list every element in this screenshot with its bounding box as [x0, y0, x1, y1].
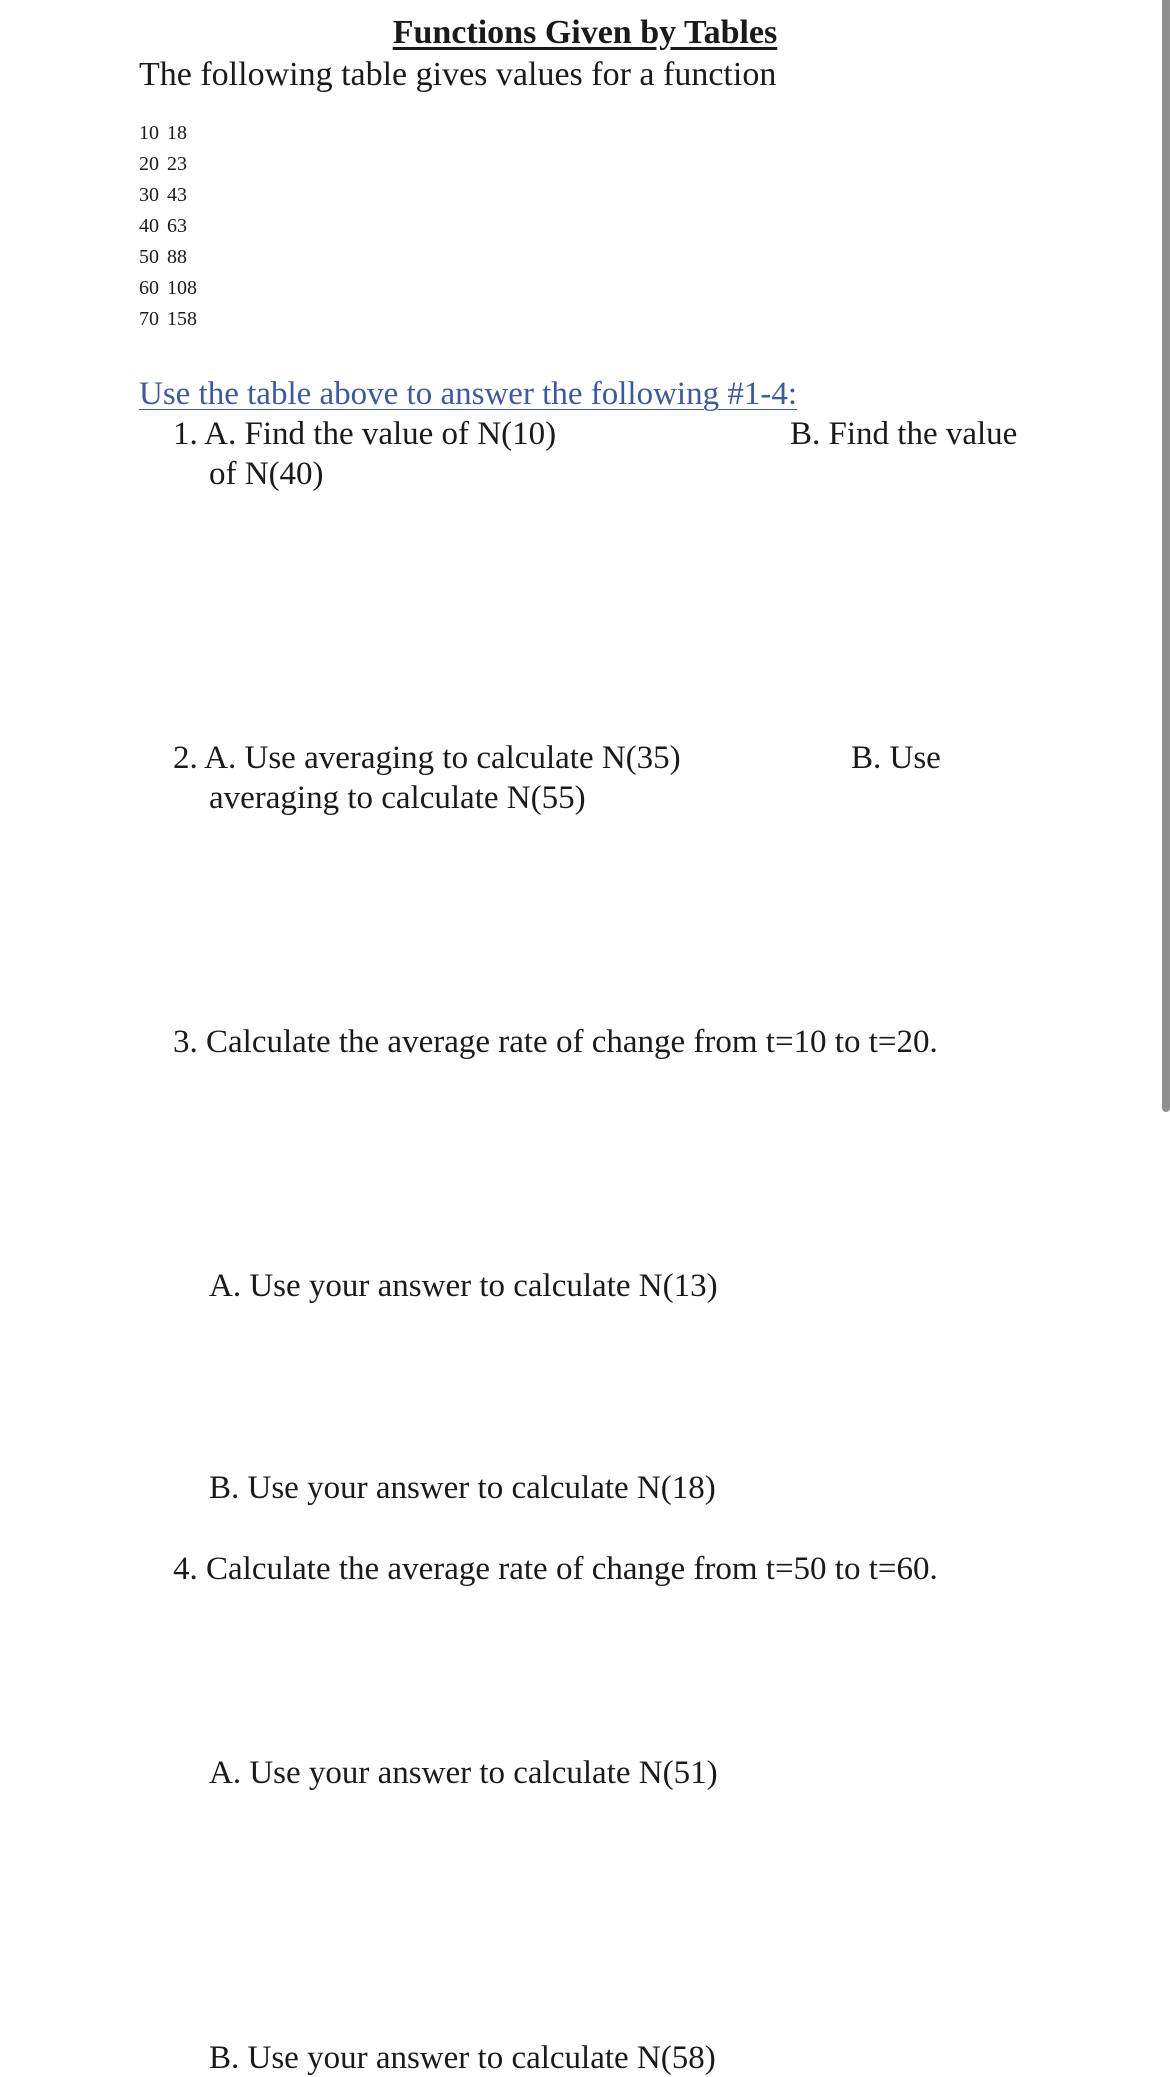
table-cell-n: 108 — [167, 277, 197, 299]
table-cell-t: 20 — [139, 153, 159, 175]
table-row — [139, 149, 197, 180]
table-row — [139, 180, 197, 211]
question-4a: A. Use your answer to calculate N(51) — [209, 1755, 718, 1791]
intro-text: The following table gives values for a function — [139, 56, 777, 93]
table-cell-n: 23 — [167, 153, 187, 175]
table-cell-t: 10 — [139, 122, 159, 144]
table-cell-n: 63 — [167, 215, 187, 237]
question-3a: A. Use your answer to calculate N(13) — [209, 1268, 718, 1304]
question-2b-continued: averaging to calculate N(55) — [209, 780, 586, 816]
question-1b: B. Find the value — [790, 416, 1018, 452]
table-row — [139, 242, 197, 273]
function-table — [139, 118, 197, 335]
question-2b: B. Use — [851, 740, 941, 776]
vertical-scrollbar[interactable] — [1162, 0, 1170, 1112]
table-cell-n: 88 — [167, 246, 187, 268]
table-cell-n: 158 — [167, 308, 197, 330]
table-cell-t: 70 — [139, 308, 159, 330]
question-1a: 1. A. Find the value of N(10) — [173, 416, 557, 452]
question-3: 3. Calculate the average rate of change from t=10 to t=20. — [173, 1024, 938, 1060]
instructions-link[interactable]: Use the table above to answer the following #1-4: — [139, 376, 797, 412]
table-cell-t: 60 — [139, 277, 159, 299]
table-row — [139, 304, 197, 335]
table-row — [139, 211, 197, 242]
table-cell-n: 43 — [167, 184, 187, 206]
question-4b: B. Use your answer to calculate N(58) — [209, 2040, 716, 2076]
question-2a: 2. A. Use averaging to calculate N(35) — [173, 740, 681, 776]
question-3b: B. Use your answer to calculate N(18) — [209, 1470, 716, 1506]
page-title: Functions Given by Tables — [392, 14, 778, 51]
question-4: 4. Calculate the average rate of change from t=50 to t=60. — [173, 1551, 938, 1587]
table-cell-t: 50 — [139, 246, 159, 268]
table-row — [139, 273, 197, 304]
table-cell-n: 18 — [167, 122, 187, 144]
question-1b-continued: of N(40) — [209, 456, 324, 492]
table-cell-t: 40 — [139, 215, 159, 237]
table-row — [139, 118, 197, 149]
table-cell-t: 30 — [139, 184, 159, 206]
